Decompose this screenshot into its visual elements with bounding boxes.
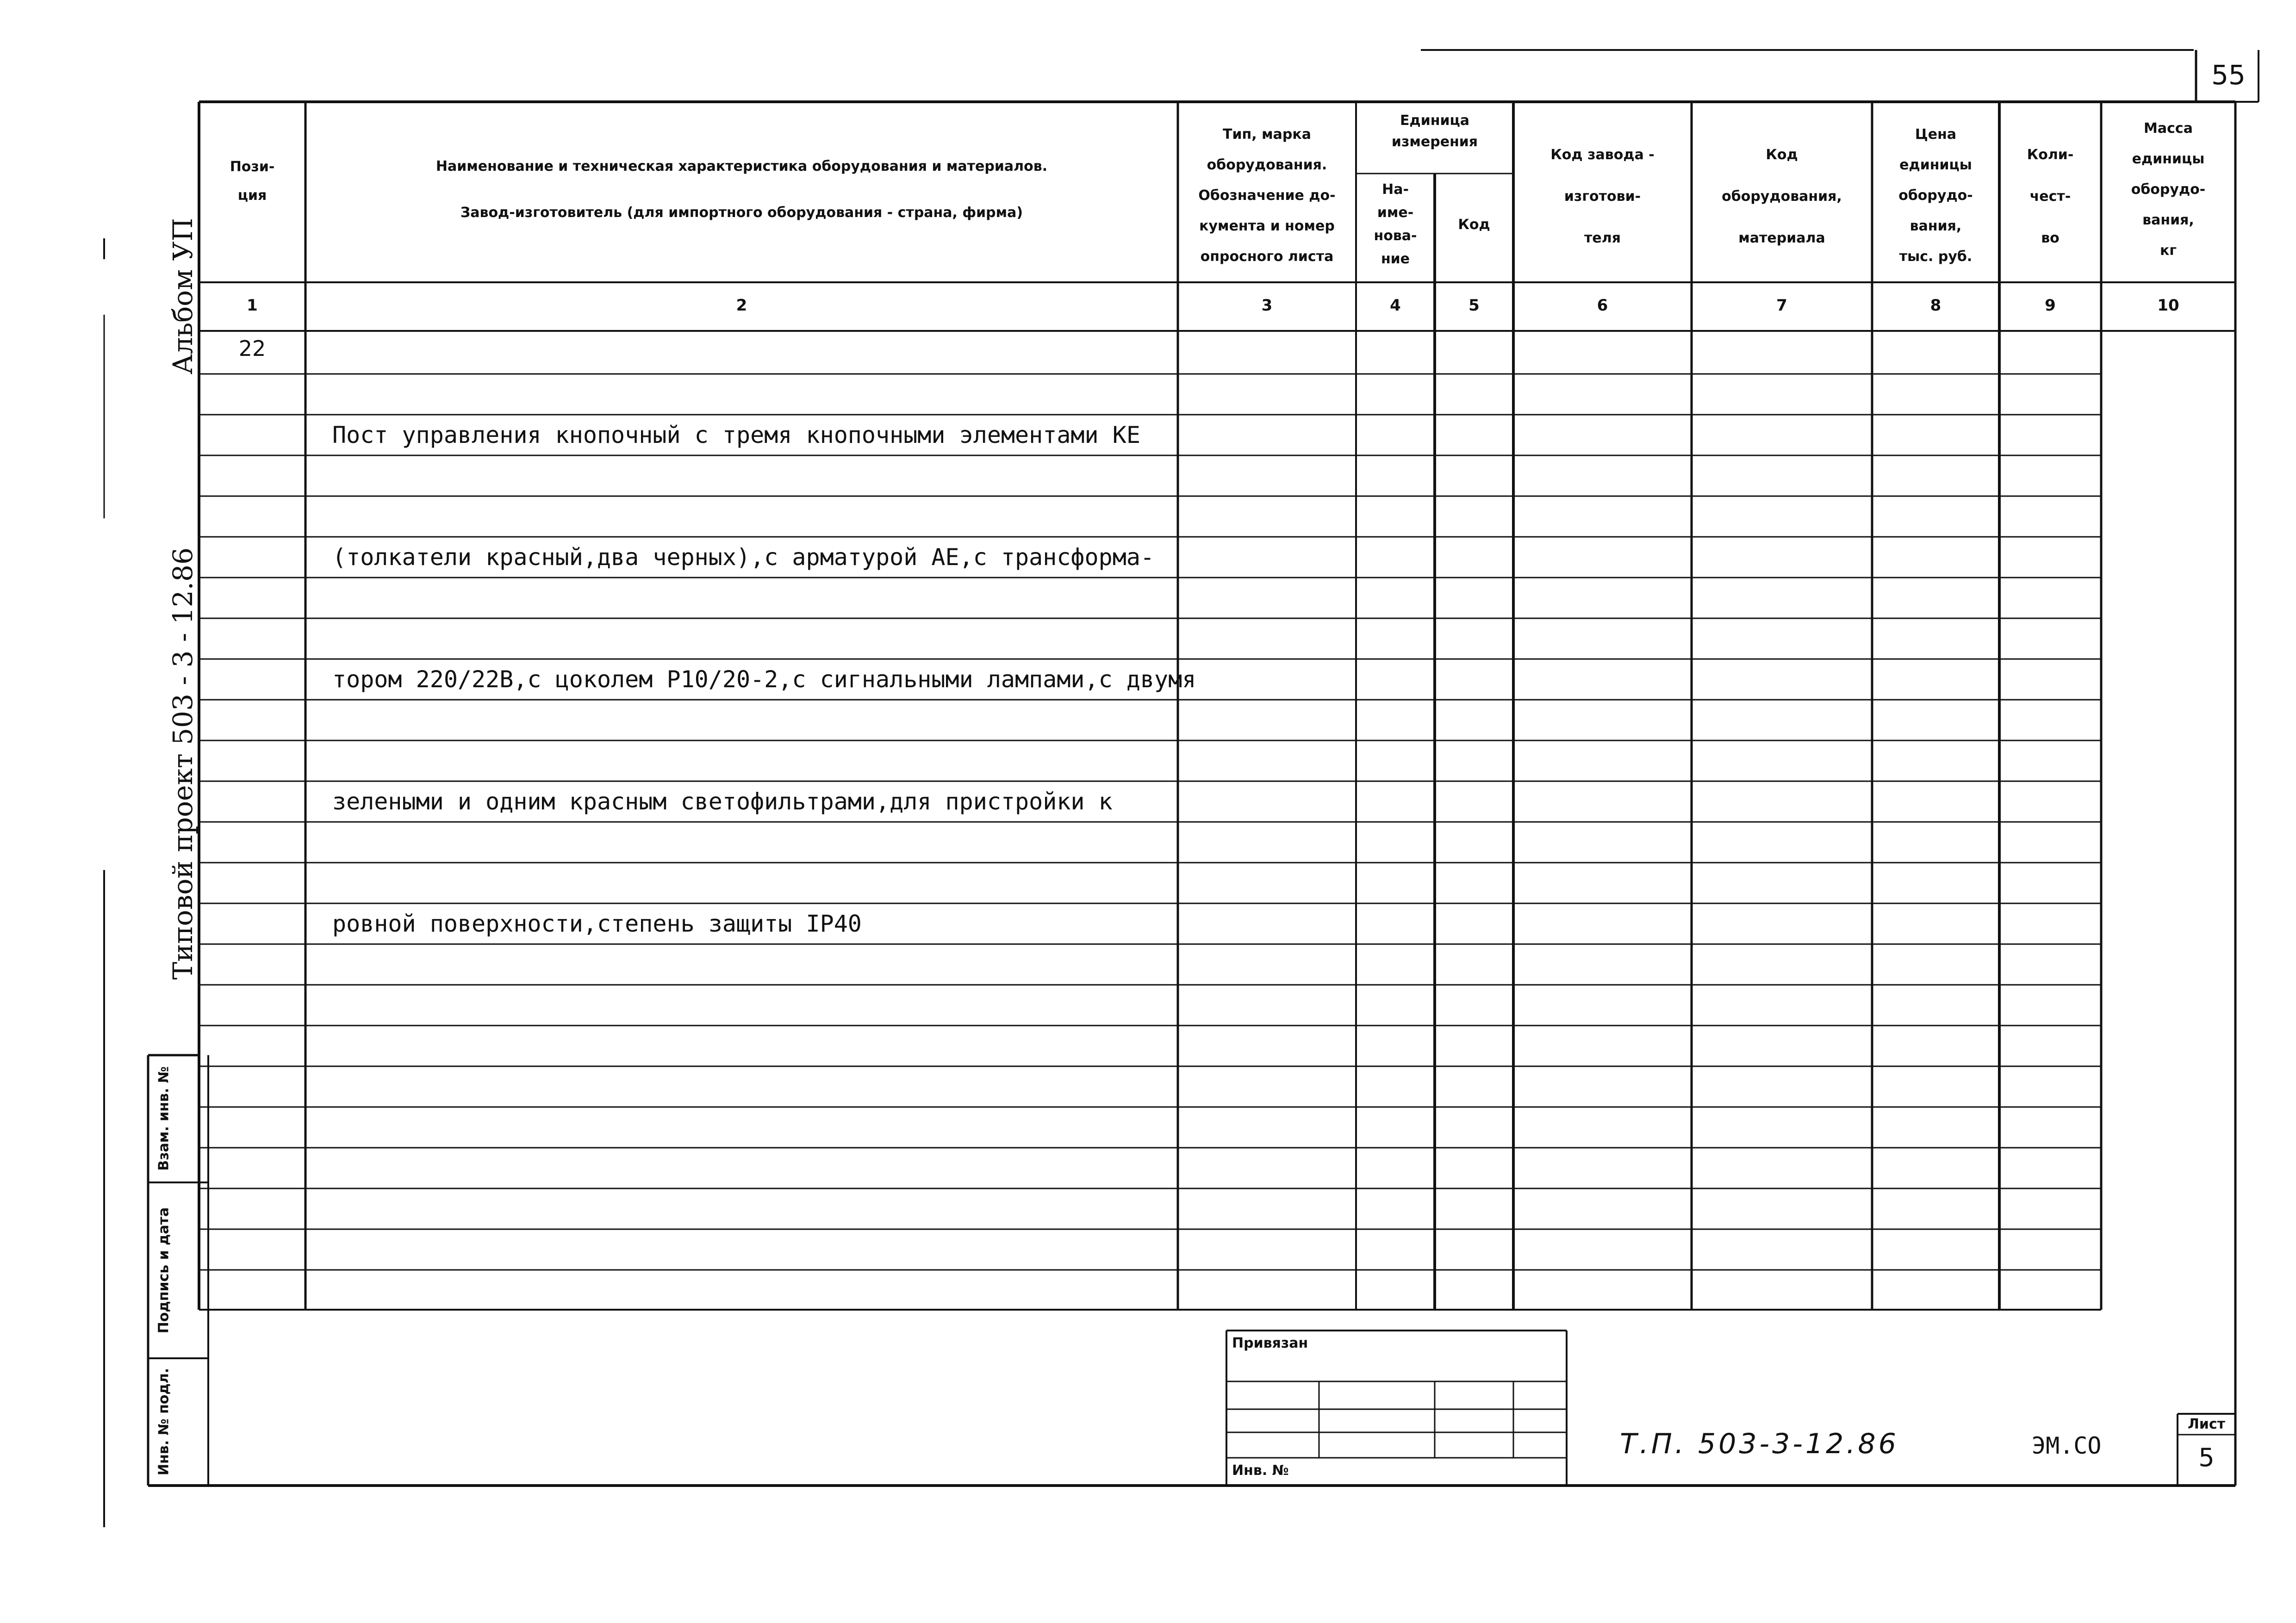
stamp-label-vzam-inv: Взам. инв. № bbox=[156, 1066, 172, 1171]
column-header-factory-code: Код завода - изготови- теля bbox=[1550, 147, 1655, 246]
column-number: 9 bbox=[2045, 296, 2056, 315]
stamp-label-inv-no-podl: Инв. № подл. bbox=[156, 1368, 172, 1476]
column-group-unit: Единица измерения bbox=[1391, 112, 1478, 150]
column-number: 6 bbox=[1597, 296, 1608, 315]
side-label-album: Альбом УП bbox=[167, 218, 199, 375]
column-number: 5 bbox=[1468, 296, 1480, 315]
column-header-equipment-code: Код оборудования, материала bbox=[1722, 147, 1842, 246]
inv-no-label: Инв. № bbox=[1232, 1462, 1289, 1479]
description-line: Пост управления кнопочный с тремя кнопочными элементами КЕ bbox=[332, 422, 1140, 448]
row-description bbox=[332, 333, 1196, 1026]
column-header-mass: Масса единицы оборудо- вания, кг bbox=[2131, 120, 2206, 259]
column-header-price: Цена единицы оборудо- вания, тыс. руб. bbox=[1898, 126, 1973, 265]
column-header-unit-code: Код bbox=[1458, 217, 1490, 233]
side-label-project: Типовой проект 503 - 3 - 12.86 bbox=[167, 547, 199, 980]
description-line: ровной поверхности,степень защиты IP40 bbox=[332, 910, 862, 937]
sheet-value: 5 bbox=[2198, 1443, 2215, 1472]
column-number: 3 bbox=[1261, 296, 1273, 315]
row-position: 22 bbox=[238, 336, 266, 361]
document-designation: Т.П. 503-3-12.86 bbox=[1620, 1428, 1899, 1460]
column-number: 10 bbox=[2157, 296, 2179, 315]
column-number: 2 bbox=[736, 296, 747, 315]
column-number: 8 bbox=[1930, 296, 1941, 315]
column-number: 7 bbox=[1776, 296, 1787, 315]
column-number: 4 bbox=[1390, 296, 1401, 315]
privyazan-label: Привязан bbox=[1232, 1335, 1308, 1351]
stamp-label-signature-date: Подпись и дата bbox=[156, 1207, 172, 1334]
sheet-number-top: 55 bbox=[2211, 59, 2246, 91]
document-code: ЭМ.СО bbox=[2032, 1432, 2102, 1459]
description-line: тором 220/22В,с цоколем Р10/20-2,с сигнальными лампами,с двумя bbox=[332, 666, 1196, 693]
description-line: (толкатели красный,два черных),с арматурой АЕ,с трансформа- bbox=[332, 544, 1155, 571]
column-header-type: Тип, марка оборудования. Обозначение до- кумента и номер опросного листа bbox=[1198, 126, 1336, 265]
column-number: 1 bbox=[247, 296, 258, 315]
column-header-unit-name: На- име- нова- ние bbox=[1374, 181, 1417, 267]
column-header-quantity: Коли- чест- во bbox=[2027, 147, 2074, 246]
column-header-position: Пози- ция bbox=[230, 159, 275, 204]
sheet-label: Лист bbox=[2187, 1416, 2226, 1432]
description-line: зелеными и одним красным светофильтрами,для пристройки к bbox=[332, 788, 1113, 815]
column-header-name: Наименование и техническая характеристика оборудования и материалов. Завод-изготовитель (для импортного оборудования - страна, фирма) bbox=[436, 158, 1048, 221]
